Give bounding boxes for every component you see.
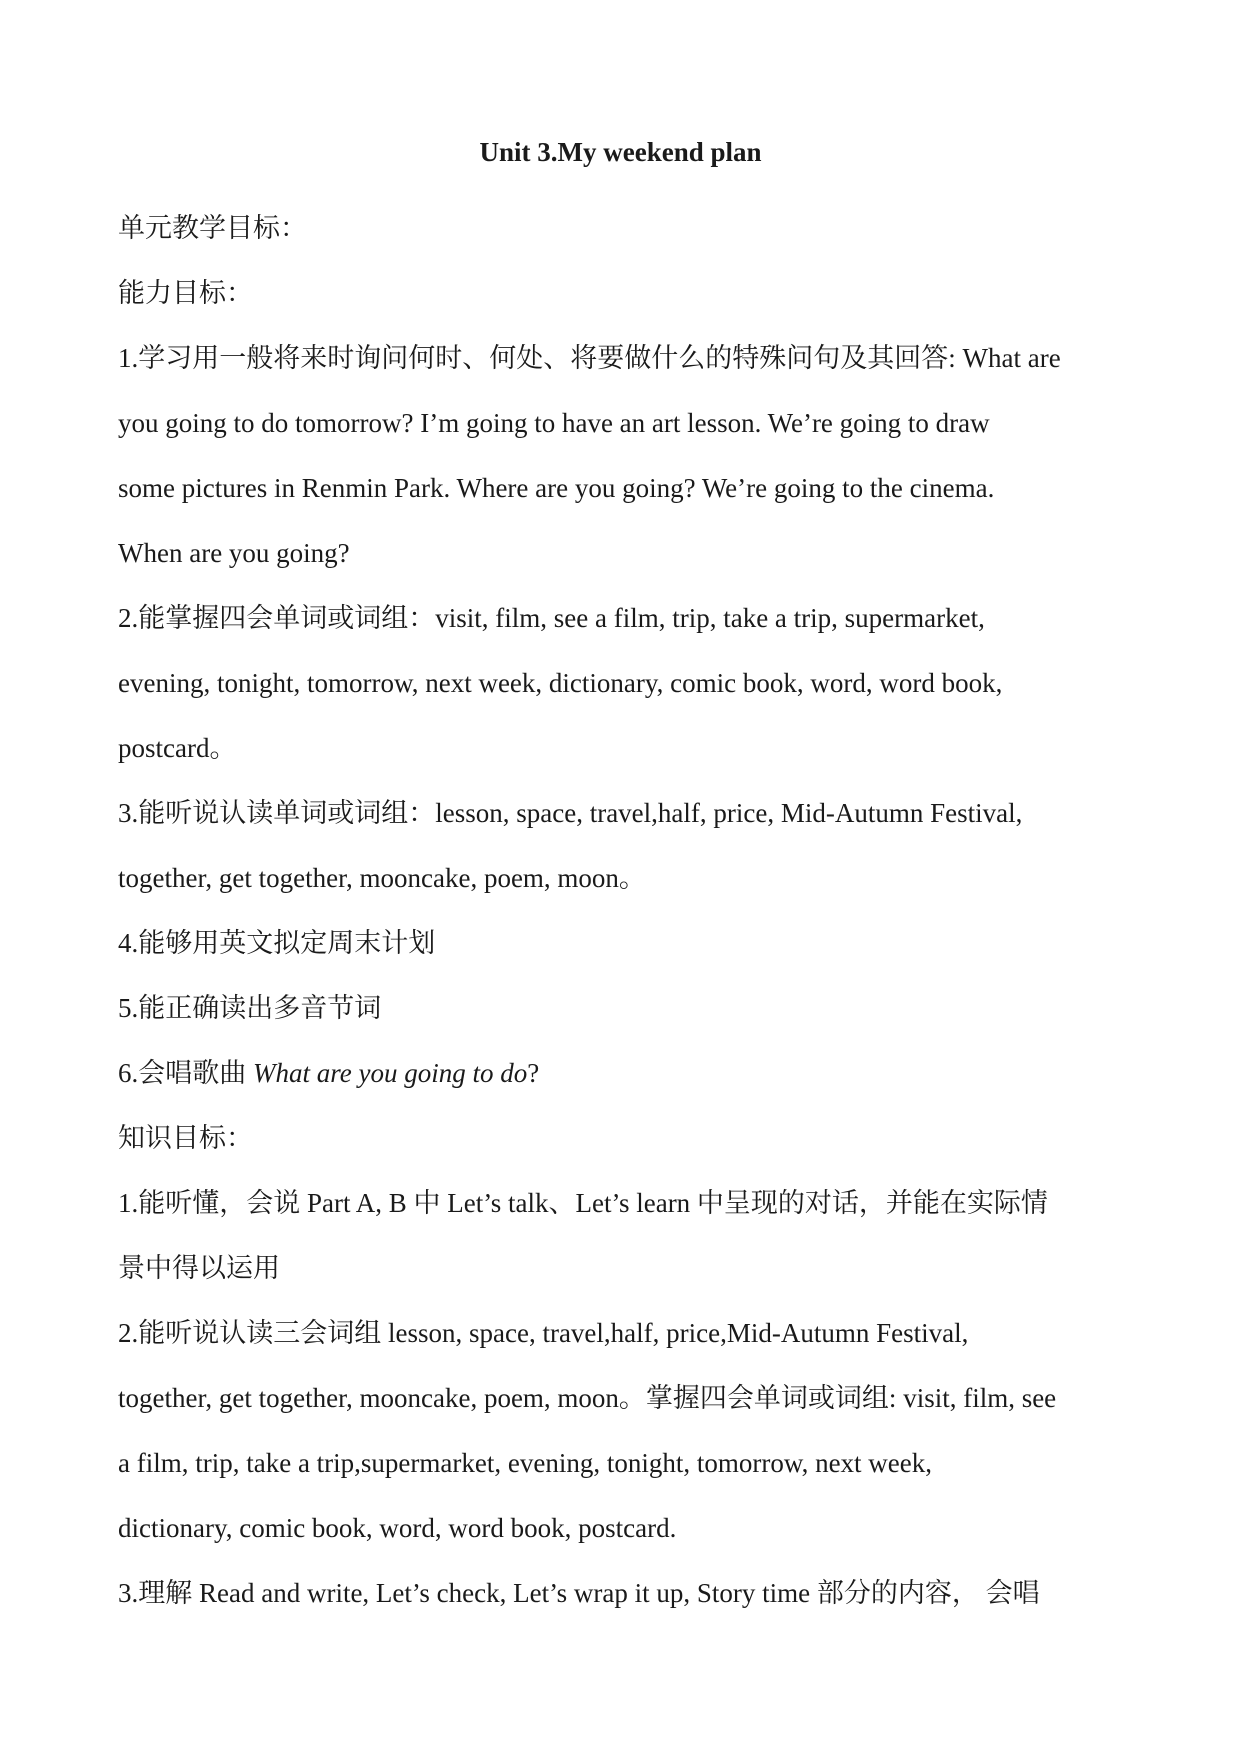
body-line: together, get together, mooncake, poem, moon。: [118, 863, 646, 893]
song-title: What are you going to do: [253, 1058, 528, 1088]
body-line: 1.能听懂，会说 Part A, B 中 Let’s talk、Let’s learn 中呈现的对话，并能在实际情: [118, 1188, 1048, 1218]
body-line: dictionary, comic book, word, word book, postcard.: [118, 1513, 677, 1543]
song-line: [118, 1041, 1128, 1106]
song-line-suffix: ?: [527, 1058, 540, 1088]
body-line: you going to do tomorrow? I’m going to have an art lesson. We’re going to draw: [118, 408, 990, 438]
body-line: 2.能掌握四会单词或词组：visit, film, see a film, trip, take a trip, supermarket,: [118, 603, 985, 633]
body-line: 4.能够用英文拟定周末计划: [118, 928, 436, 958]
song-line-prefix: 6.会唱歌曲: [118, 1058, 253, 1088]
body-line: 景中得以运用: [118, 1253, 280, 1283]
document-body: [118, 196, 1128, 1626]
heading-ability-goals: 能力目标：: [118, 278, 253, 308]
body-line: 1.学习用一般将来时询问何时、何处、将要做什么的特殊问句及其回答: What are: [118, 343, 1061, 373]
body-line: 5.能正确读出多音节词: [118, 993, 382, 1023]
body-line: some pictures in Renmin Park. Where are you going? We’re going to the cinema.: [118, 473, 995, 503]
body-line: 3.理解 Read and write, Let’s check, Let’s wrap it up, Story time 部分的内容， 会唱: [118, 1578, 1040, 1608]
body-line: evening, tonight, tomorrow, next week, dictionary, comic book, word, word book,: [118, 668, 1003, 698]
heading-unit-goals: 单元教学目标：: [118, 213, 307, 243]
document-title: Unit 3.My weekend plan: [479, 137, 762, 167]
heading-knowledge-goals: 知识目标：: [118, 1123, 253, 1153]
body-line: 2.能听说认读三会词组 lesson, space, travel,half, price,Mid-Autumn Festival,: [118, 1318, 969, 1348]
body-line: together, get together, mooncake, poem, moon。掌握四会单词或词组: visit, film, see: [118, 1383, 1057, 1413]
body-line: When are you going?: [118, 538, 350, 568]
body-line: a film, trip, take a trip,supermarket, evening, tonight, tomorrow, next week,: [118, 1448, 933, 1478]
body-line: 3.能听说认读单词或词组：lesson, space, travel,half, price, Mid-Autumn Festival,: [118, 798, 1023, 828]
body-line: postcard。: [118, 733, 237, 763]
